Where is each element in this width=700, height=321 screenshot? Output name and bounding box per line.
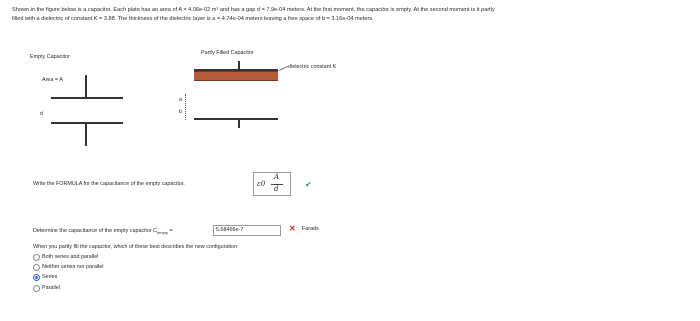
dielectric-pointer (279, 66, 288, 71)
dimension-marker (185, 94, 187, 120)
radio-neither[interactable] (33, 264, 40, 271)
problem-line-2: filled with a dielectric of constant K = 3.88. The thickness of the dielectric layer is a = 4.74e-04 meters leaving a free space of b = 3.16e-04 meters. (12, 16, 374, 22)
option-parallel-label: Parallel (42, 285, 60, 291)
problem-statement (12, 6, 692, 24)
gap-label: d (40, 111, 43, 117)
top-wire (85, 75, 87, 97)
capacitance-value: 5.68466e-7 (216, 227, 244, 233)
capacitance-unit: Farads (302, 226, 319, 232)
partly-filled-title: Partly Filled Capacitor (201, 50, 254, 56)
formula-numerator: A (274, 173, 280, 181)
radio-parallel[interactable] (33, 285, 40, 292)
area-label: Area = A (42, 77, 63, 83)
partly-bottom-plate (194, 118, 278, 120)
bottom-plate (51, 122, 123, 124)
partly-bottom-wire (238, 120, 240, 128)
problem-line-1: Shown in the figure below is a capacitor. Each plate has an area of A = 4.06e-02 m² and has a gap d = 7.9e-04 meters. At the first moment, the capacitor is empty. At the second moment is it partly (12, 7, 495, 13)
formula-denominator: d (274, 185, 279, 193)
option-neither-label: Neither series nor parallel (42, 264, 104, 270)
dielectric-layer (194, 71, 278, 81)
x-icon: ✕ (289, 224, 296, 233)
epsilon-symbol: ε0 (257, 180, 266, 188)
check-icon: ✔ (305, 180, 312, 189)
configuration-prompt: When you partly fill the capacitor, which of these best describes the new configuration: (33, 244, 239, 250)
capacitance-input[interactable] (213, 225, 281, 236)
option-series-label: Series (42, 274, 58, 280)
capacitance-prompt: Determine the capacitance of the empty capacitor $C_{empty}$ = (33, 228, 173, 236)
radio-series[interactable] (33, 274, 40, 281)
radio-both[interactable] (33, 254, 40, 261)
formula-input[interactable] (253, 172, 291, 196)
bottom-wire (85, 124, 87, 146)
option-both-label: Both series and parallel (42, 254, 99, 260)
dielectric-label: dielectric constant K (288, 64, 337, 70)
free-space-b-label: b (179, 109, 182, 115)
thickness-a-label: a (179, 97, 182, 103)
empty-capacitor-title: Empty Capacitor (30, 54, 70, 60)
formula-prompt: Write the FORMULA for the capacitance of the empty capacitor. (33, 181, 185, 187)
top-plate (51, 97, 123, 99)
